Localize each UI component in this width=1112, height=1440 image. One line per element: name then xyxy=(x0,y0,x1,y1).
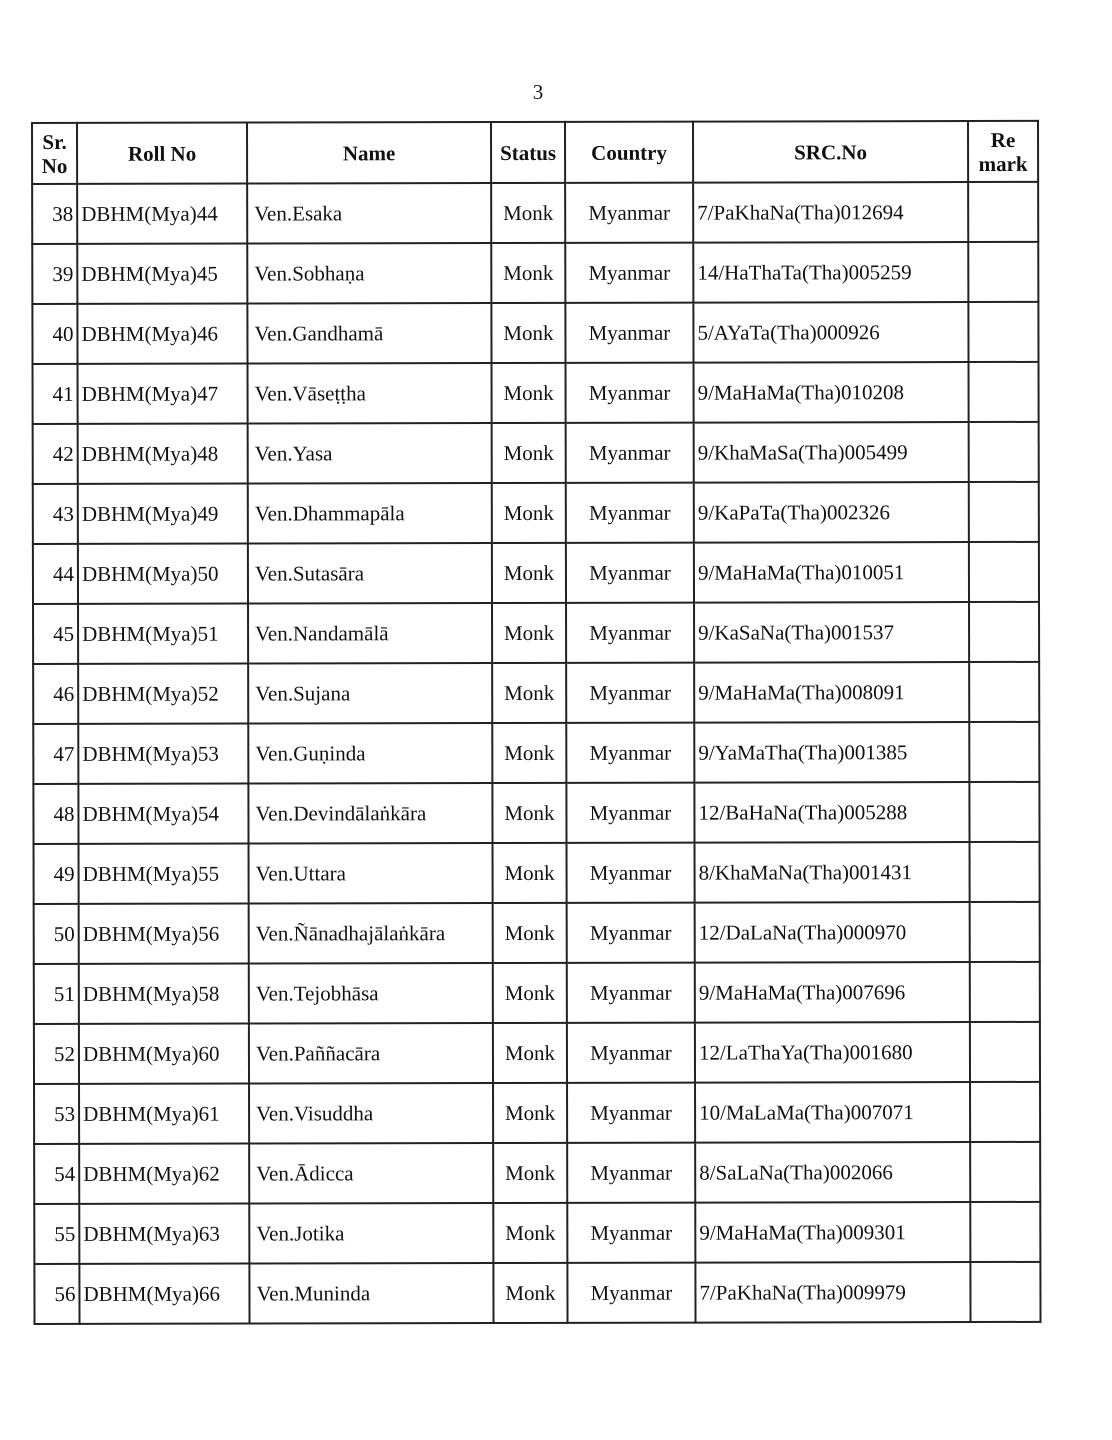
country-cell: Myanmar xyxy=(567,1143,695,1203)
country-cell: Myanmar xyxy=(565,183,693,243)
src-no-cell: 9/MaHaMa(Tha)010208 xyxy=(694,362,969,423)
name-cell: Ven.Paññacāra xyxy=(249,1023,493,1084)
remark-cell xyxy=(969,422,1039,482)
name-cell: Ven.Tejobhāsa xyxy=(249,963,493,1024)
src-no-cell: 7/PaKhaNa(Tha)009979 xyxy=(695,1262,970,1323)
src-no-cell: 9/YaMaTha(Tha)001385 xyxy=(694,722,969,783)
country-cell: Myanmar xyxy=(566,663,694,723)
country-cell: Myanmar xyxy=(566,423,694,483)
roll-no-cell: DBHM(Mya)61 xyxy=(79,1084,249,1144)
sr-no-cell: 53 xyxy=(34,1084,79,1144)
country-cell: Myanmar xyxy=(566,723,694,783)
table-row xyxy=(32,302,1038,364)
name-cell: Ven.Muninda xyxy=(249,1263,493,1324)
country-cell: Myanmar xyxy=(566,603,694,663)
status-cell: Monk xyxy=(492,363,566,423)
src-no-cell: 8/KhaMaNa(Tha)001431 xyxy=(695,842,970,903)
sr-no-cell: 47 xyxy=(33,724,78,784)
sr-no-cell: 48 xyxy=(33,784,78,844)
roll-no-cell: DBHM(Mya)63 xyxy=(79,1204,249,1264)
roll-no-cell: DBHM(Mya)49 xyxy=(78,484,248,544)
country-cell: Myanmar xyxy=(567,1263,695,1323)
remark-cell xyxy=(970,962,1040,1022)
country-cell: Myanmar xyxy=(567,1023,695,1083)
name-cell: Ven.Nandamālā xyxy=(248,603,492,664)
country-cell: Myanmar xyxy=(567,843,695,903)
status-cell: Monk xyxy=(493,1023,567,1083)
header-roll-no: Roll No xyxy=(77,123,247,184)
roll-no-cell: DBHM(Mya)47 xyxy=(78,364,248,424)
remark-cell xyxy=(970,1262,1040,1322)
status-cell: Monk xyxy=(493,903,567,963)
roll-no-cell: DBHM(Mya)44 xyxy=(77,184,247,244)
status-cell: Monk xyxy=(492,603,566,663)
sr-no-cell: 49 xyxy=(34,844,79,904)
roll-table xyxy=(31,120,1042,1325)
sr-no-cell: 42 xyxy=(33,424,78,484)
name-cell: Ven.Sujana xyxy=(248,663,492,724)
roll-no-cell: DBHM(Mya)48 xyxy=(78,424,248,484)
header-sr-no: Sr. No xyxy=(32,123,77,184)
sr-no-cell: 52 xyxy=(34,1024,79,1084)
table-row xyxy=(34,1082,1040,1144)
table-row xyxy=(33,722,1039,784)
country-cell: Myanmar xyxy=(567,1083,695,1143)
table-row xyxy=(34,902,1040,964)
src-no-cell: 9/MaHaMa(Tha)009301 xyxy=(695,1202,970,1263)
roll-no-cell: DBHM(Mya)54 xyxy=(78,784,248,844)
name-cell: Ven.Gandhamā xyxy=(247,303,491,364)
roll-no-cell: DBHM(Mya)58 xyxy=(79,964,249,1024)
sr-no-cell: 43 xyxy=(33,484,78,544)
table-row xyxy=(33,362,1039,424)
status-cell: Monk xyxy=(491,303,565,363)
sr-no-cell: 51 xyxy=(34,964,79,1024)
src-no-cell: 7/PaKhaNa(Tha)012694 xyxy=(693,182,968,243)
src-no-cell: 12/BaHaNa(Tha)005288 xyxy=(694,782,969,843)
table-row xyxy=(33,602,1039,664)
remark-cell xyxy=(969,722,1039,782)
name-cell: Ven.Visuddha xyxy=(249,1083,493,1144)
roll-no-cell: DBHM(Mya)46 xyxy=(77,304,247,364)
header-status: Status xyxy=(491,122,565,183)
country-cell: Myanmar xyxy=(565,243,693,303)
roll-no-cell: DBHM(Mya)55 xyxy=(79,844,249,904)
src-no-cell: 9/KhaMaSa(Tha)005499 xyxy=(694,422,969,483)
table-row xyxy=(32,242,1038,304)
roll-no-cell: DBHM(Mya)60 xyxy=(79,1024,249,1084)
table-row xyxy=(34,1202,1040,1264)
header-remark: Re mark xyxy=(968,121,1038,182)
status-cell: Monk xyxy=(492,423,566,483)
src-no-cell: 5/AYaTa(Tha)000926 xyxy=(693,302,968,363)
remark-cell xyxy=(968,182,1038,242)
status-cell: Monk xyxy=(493,843,567,903)
roll-no-cell: DBHM(Mya)50 xyxy=(78,544,248,604)
status-cell: Monk xyxy=(493,1083,567,1143)
src-no-cell: 9/MaHaMa(Tha)008091 xyxy=(694,662,969,723)
country-cell: Myanmar xyxy=(566,543,694,603)
sr-no-cell: 39 xyxy=(32,244,77,304)
country-cell: Myanmar xyxy=(566,363,694,423)
name-cell: Ven.Uttara xyxy=(249,843,493,904)
table-row xyxy=(33,422,1039,484)
table-row xyxy=(34,1262,1040,1324)
name-cell: Ven.Esaka xyxy=(247,183,491,244)
country-cell: Myanmar xyxy=(565,303,693,363)
sr-no-cell: 38 xyxy=(32,184,77,244)
name-cell: Ven.Sutasāra xyxy=(248,543,492,604)
name-cell: Ven.Dhammapāla xyxy=(248,483,492,544)
src-no-cell: 9/KaSaNa(Tha)001537 xyxy=(694,602,969,663)
src-no-cell: 14/HaThaTa(Tha)005259 xyxy=(693,242,968,303)
status-cell: Monk xyxy=(492,483,566,543)
remark-cell xyxy=(970,1022,1040,1082)
roll-no-cell: DBHM(Mya)66 xyxy=(79,1264,249,1324)
src-no-cell: 12/DaLaNa(Tha)000970 xyxy=(695,902,970,963)
country-cell: Myanmar xyxy=(567,963,695,1023)
table-row xyxy=(34,962,1040,1024)
table-header-row xyxy=(32,121,1038,184)
src-no-cell: 8/SaLaNa(Tha)002066 xyxy=(695,1142,970,1203)
remark-cell xyxy=(969,482,1039,542)
country-cell: Myanmar xyxy=(567,1203,695,1263)
src-no-cell: 9/KaPaTa(Tha)002326 xyxy=(694,482,969,543)
remark-cell xyxy=(970,902,1040,962)
name-cell: Ven.Ādicca xyxy=(249,1143,493,1204)
table-row xyxy=(33,542,1039,604)
roll-no-cell: DBHM(Mya)62 xyxy=(79,1144,249,1204)
sr-no-cell: 41 xyxy=(33,364,78,424)
remark-cell xyxy=(970,1142,1040,1202)
status-cell: Monk xyxy=(492,783,566,843)
name-cell: Ven.Yasa xyxy=(248,423,492,484)
sr-no-cell: 40 xyxy=(32,304,77,364)
remark-cell xyxy=(969,782,1039,842)
header-src-no: SRC.No xyxy=(693,121,968,183)
remark-cell xyxy=(969,602,1039,662)
remark-cell xyxy=(969,662,1039,722)
name-cell: Ven.Devindālaṅkāra xyxy=(248,783,492,844)
remark-cell xyxy=(968,242,1038,302)
status-cell: Monk xyxy=(493,1143,567,1203)
table-row xyxy=(33,662,1039,724)
name-cell: Ven.Sobhaṇa xyxy=(247,243,491,304)
sr-no-cell: 54 xyxy=(34,1144,79,1204)
remark-cell xyxy=(969,362,1039,422)
sr-no-cell: 44 xyxy=(33,544,78,604)
roll-no-cell: DBHM(Mya)56 xyxy=(79,904,249,964)
table-row xyxy=(34,1022,1040,1084)
src-no-cell: 12/LaThaYa(Tha)001680 xyxy=(695,1022,970,1083)
roll-no-cell: DBHM(Mya)53 xyxy=(78,724,248,784)
country-cell: Myanmar xyxy=(567,903,695,963)
sr-no-cell: 46 xyxy=(33,664,78,724)
status-cell: Monk xyxy=(491,243,565,303)
country-cell: Myanmar xyxy=(566,483,694,543)
sr-no-cell: 55 xyxy=(34,1204,79,1264)
table-row xyxy=(34,1142,1040,1204)
status-cell: Monk xyxy=(491,183,565,243)
remark-cell xyxy=(970,842,1040,902)
sr-no-cell: 50 xyxy=(34,904,79,964)
remark-cell xyxy=(970,1202,1040,1262)
sr-no-cell: 56 xyxy=(34,1264,79,1324)
src-no-cell: 10/MaLaMa(Tha)007071 xyxy=(695,1082,970,1143)
name-cell: Ven.Ñānadhajālaṅkāra xyxy=(249,903,493,964)
roll-no-cell: DBHM(Mya)45 xyxy=(77,244,247,304)
status-cell: Monk xyxy=(492,663,566,723)
roll-no-cell: DBHM(Mya)51 xyxy=(78,604,248,664)
status-cell: Monk xyxy=(493,1203,567,1263)
status-cell: Monk xyxy=(492,543,566,603)
page-number: 3 xyxy=(532,80,544,104)
table-row xyxy=(34,842,1040,904)
status-cell: Monk xyxy=(493,963,567,1023)
header-name: Name xyxy=(247,122,491,184)
remark-cell xyxy=(969,542,1039,602)
table-row xyxy=(32,182,1038,244)
status-cell: Monk xyxy=(492,723,566,783)
table-row xyxy=(33,482,1039,544)
src-no-cell: 9/MaHaMa(Tha)007696 xyxy=(695,962,970,1023)
sr-no-cell: 45 xyxy=(33,604,78,664)
status-cell: Monk xyxy=(493,1263,567,1323)
name-cell: Ven.Guṇinda xyxy=(248,723,492,784)
remark-cell xyxy=(968,302,1038,362)
name-cell: Ven.Vāseṭṭha xyxy=(248,363,492,424)
table-row xyxy=(33,782,1039,844)
country-cell: Myanmar xyxy=(566,783,694,843)
src-no-cell: 9/MaHaMa(Tha)010051 xyxy=(694,542,969,603)
remark-cell xyxy=(970,1082,1040,1142)
roll-no-cell: DBHM(Mya)52 xyxy=(78,664,248,724)
header-country: Country xyxy=(565,122,693,183)
name-cell: Ven.Jotika xyxy=(249,1203,493,1264)
